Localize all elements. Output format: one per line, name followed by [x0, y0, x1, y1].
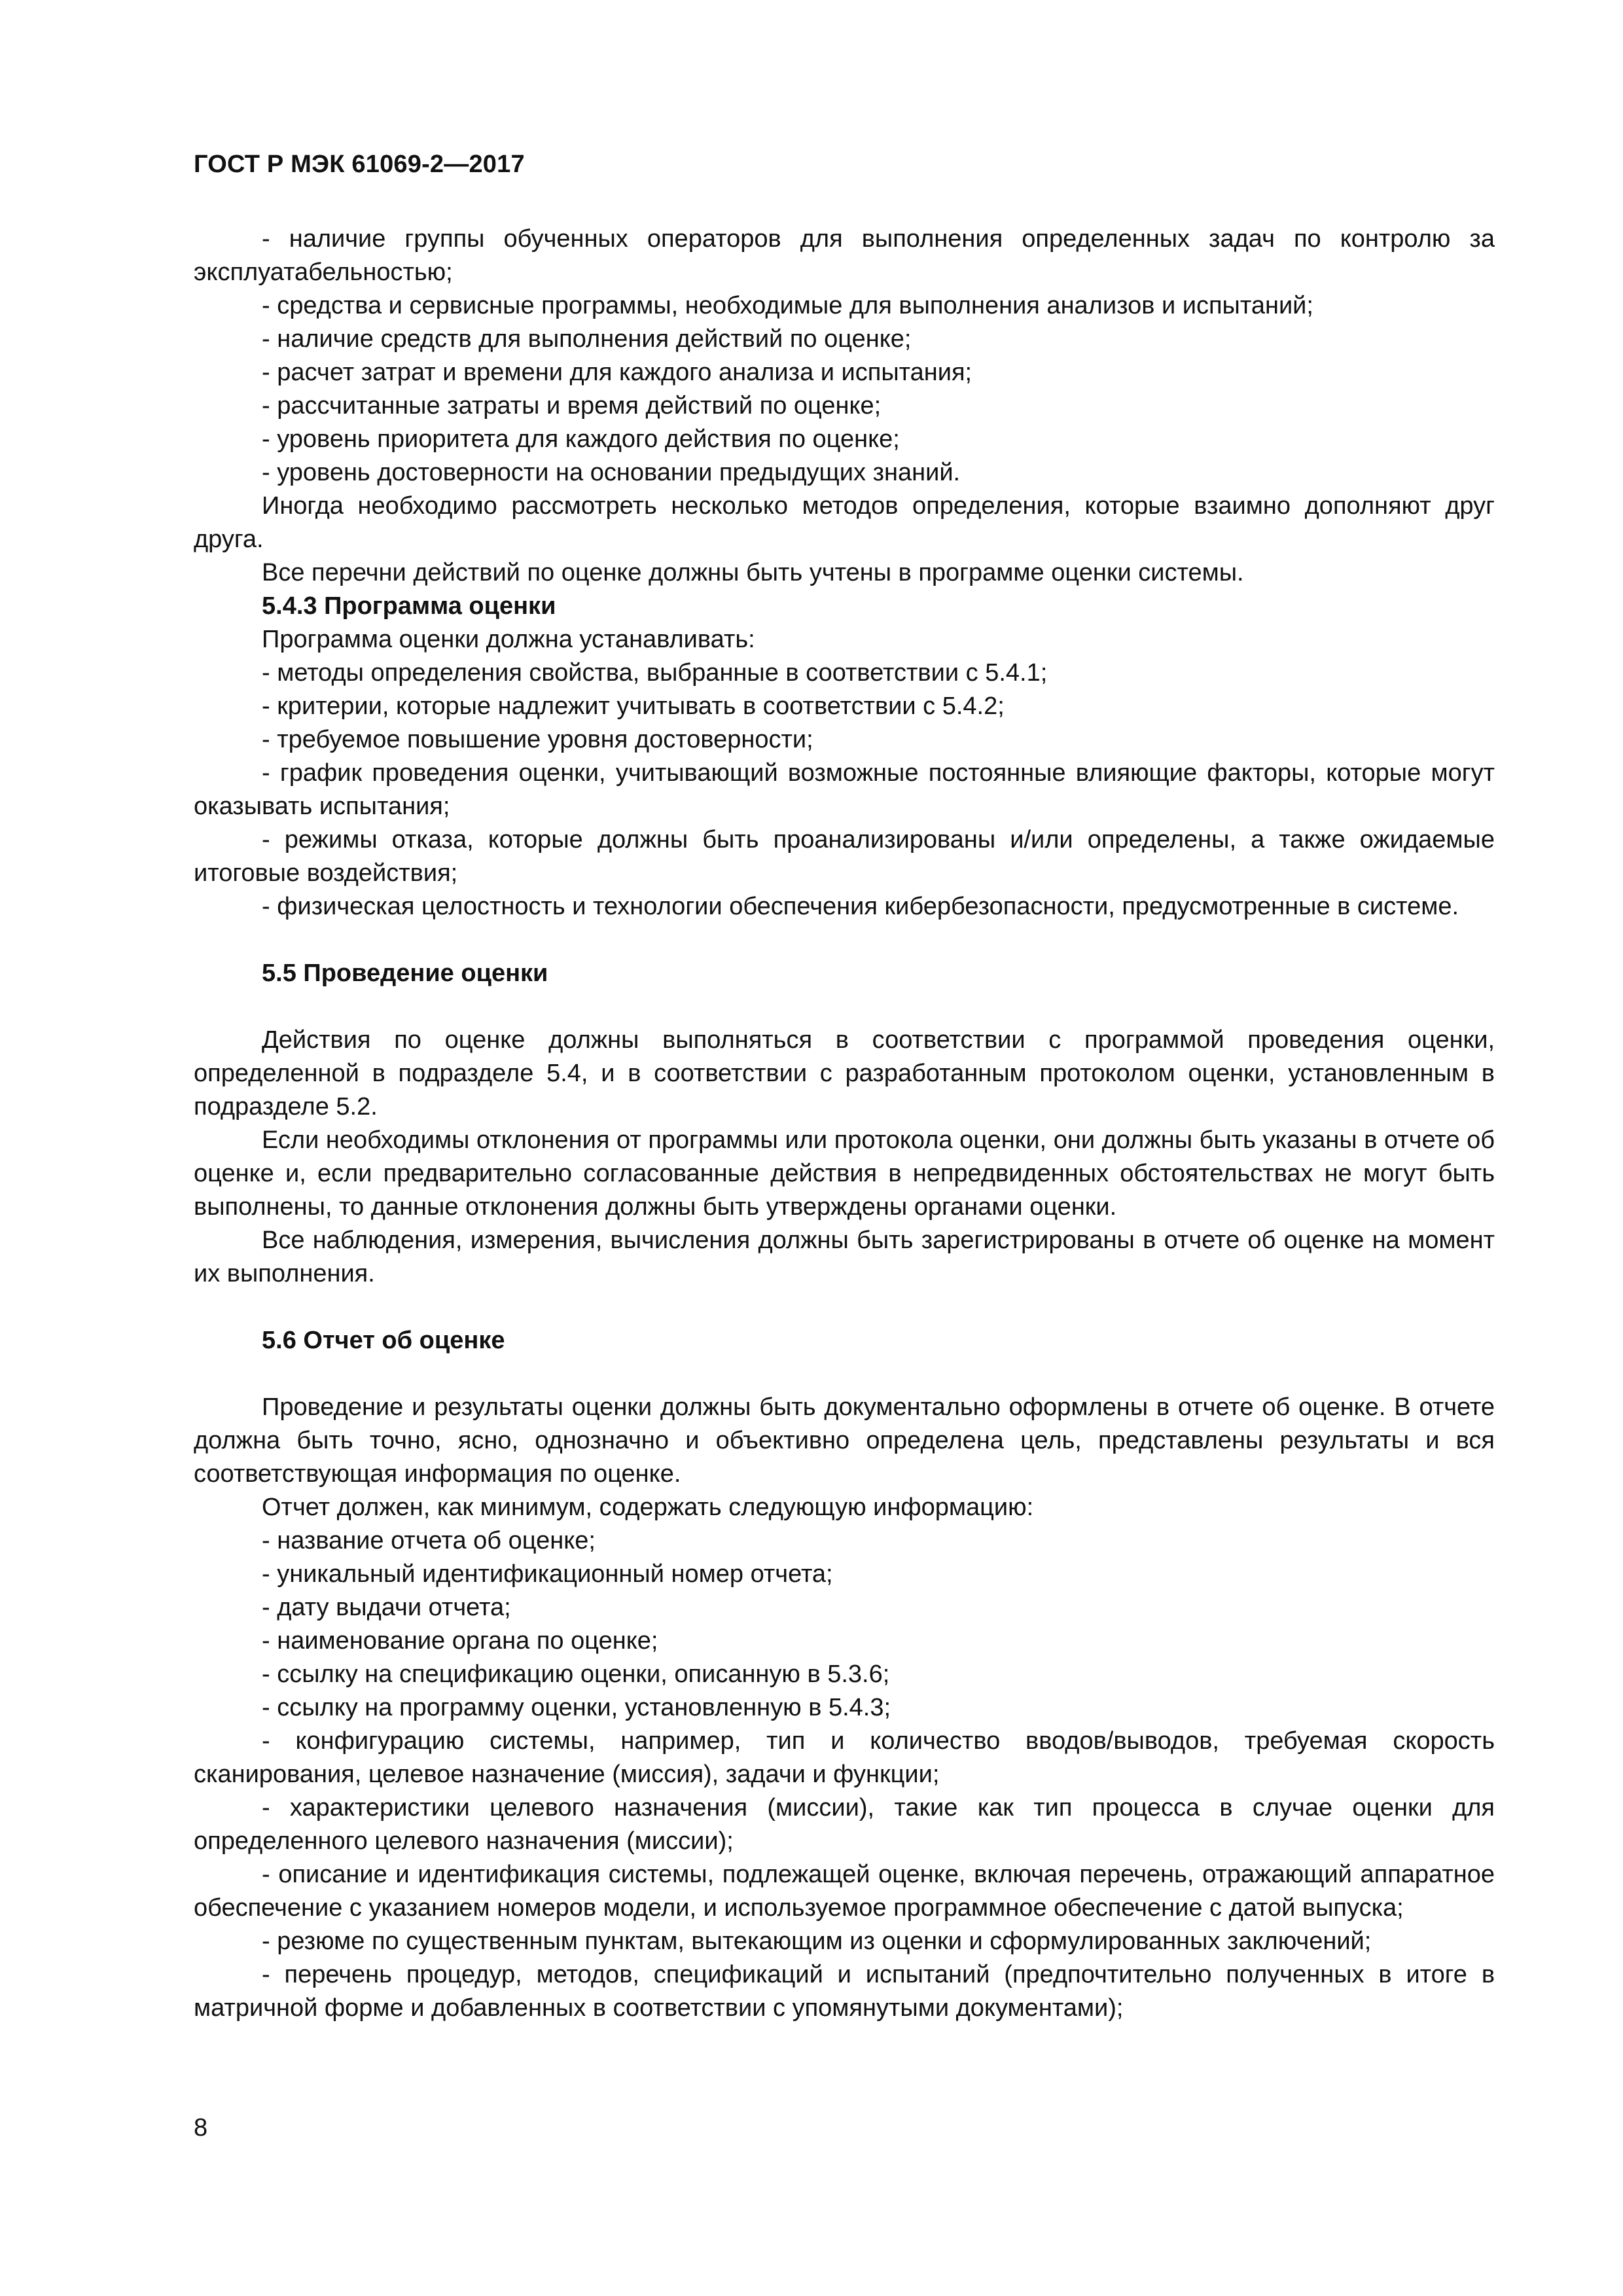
list-item: - название отчета об оценке; [262, 1527, 596, 1554]
list-item: - средства и сервисные программы, необходимые для выполнения анализов и испытаний; [262, 292, 1313, 319]
list-item: - физическая целостность и технологии обеспечения кибербезопасности, предусмотренные в системе. [262, 893, 1459, 920]
list-item: - дату выдачи отчета; [262, 1594, 511, 1621]
subsection-heading-5-4-3: 5.4.3 Программа оценки [262, 592, 556, 620]
list-item: - резюме по существенным пунктам, вытекающим из оценки и сформулированных заключений; [262, 1928, 1372, 1955]
section-heading-5-5: 5.5 Проведение оценки [262, 960, 548, 987]
page-content [194, 223, 1495, 2025]
list-item: - перечень процедур, методов, спецификаций и испытаний (предпочтительно полученных в итоге в матричной форме и добавленных в соответствии с упомянутыми документами); [194, 1961, 1495, 2022]
paragraph: Действия по оценке должны выполняться в соответствии с программой проведения оценки, определенной в подразделе 5.4, и в соответствии с разработанным протоколом оценки, установленным в подразделе 5.2. [194, 1026, 1495, 1121]
paragraph: Все перечни действий по оценке должны быть учтены в программе оценки системы. [262, 559, 1244, 586]
list-item: - требуемое повышение уровня достоверности; [262, 726, 813, 753]
list-item: - уровень приоритета для каждого действия по оценке; [262, 425, 900, 453]
paragraph: Проведение и результаты оценки должны быть документально оформлены в отчете об оценке. В отчете должна быть точно, ясно, однозначно и объективно определена цель, представлены результаты и вся соответствующая информация по оценке. [194, 1393, 1495, 1488]
list-item: - конфигурацию системы, например, тип и количество вводов/выводов, требуемая скорость сканирования, целевое назначение (миссия), задачи и функции; [194, 1727, 1495, 1788]
list-item: - уникальный идентификационный номер отчета; [262, 1560, 833, 1588]
list-item: - наличие группы обученных операторов для выполнения определенных задач по контролю за эксплуатабельностью; [194, 225, 1495, 286]
list-item: - наименование органа по оценке; [262, 1627, 658, 1655]
list-item: - рассчитанные затраты и время действий по оценке; [262, 392, 882, 420]
document-header: ГОСТ Р МЭК 61069-2—2017 [194, 151, 525, 178]
list-item: - ссылку на программу оценки, установленную в 5.4.3; [262, 1694, 891, 1721]
list-item: - наличие средств для выполнения действий по оценке; [262, 325, 912, 353]
list-item: - расчет затрат и времени для каждого анализа и испытания; [262, 359, 972, 386]
list-item: - режимы отказа, которые должны быть проанализированы и/или определены, а также ожидаемые итоговые воздействия; [194, 826, 1495, 887]
paragraph: Все наблюдения, измерения, вычисления должны быть зарегистрированы в отчете об оценке на момент их выполнения. [194, 1227, 1495, 1287]
list-item: - методы определения свойства, выбранные в соответствии с 5.4.1; [262, 659, 1048, 687]
section-heading-5-6: 5.6 Отчет об оценке [262, 1327, 505, 1354]
paragraph: Отчет должен, как минимум, содержать следующую информацию: [262, 1494, 1034, 1521]
list-item: - описание и идентификация системы, подлежащей оценке, включая перечень, отражающий аппаратное обеспечение с указанием номеров модели, и используемое программное обеспечение с датой выпуска; [194, 1861, 1495, 1922]
list-item: - ссылку на спецификацию оценки, описанную в 5.3.6; [262, 1660, 890, 1688]
page-number: 8 [194, 2114, 208, 2142]
list-item: - график проведения оценки, учитывающий возможные постоянные влияющие факторы, которые могут оказывать испытания; [194, 759, 1495, 820]
paragraph: Если необходимы отклонения от программы или протокола оценки, они должны быть указаны в отчете об оценке и, если предварительно согласованные действия в непредвиденных обстоятельствах не могут быть выполнены, то данные отклонения должны быть утверждены органами оценки. [194, 1126, 1495, 1221]
list-item: - уровень достоверности на основании предыдущих знаний. [262, 459, 961, 486]
list-item: - критерии, которые надлежит учитывать в соответствии с 5.4.2; [262, 692, 1005, 720]
paragraph: Программа оценки должна устанавливать: [262, 626, 755, 653]
paragraph: Иногда необходимо рассмотреть несколько методов определения, которые взаимно дополняют друг друга. [194, 492, 1495, 553]
list-item: - характеристики целевого назначения (миссии), такие как тип процесса в случае оценки для определенного целевого назначения (миссии); [194, 1794, 1495, 1855]
